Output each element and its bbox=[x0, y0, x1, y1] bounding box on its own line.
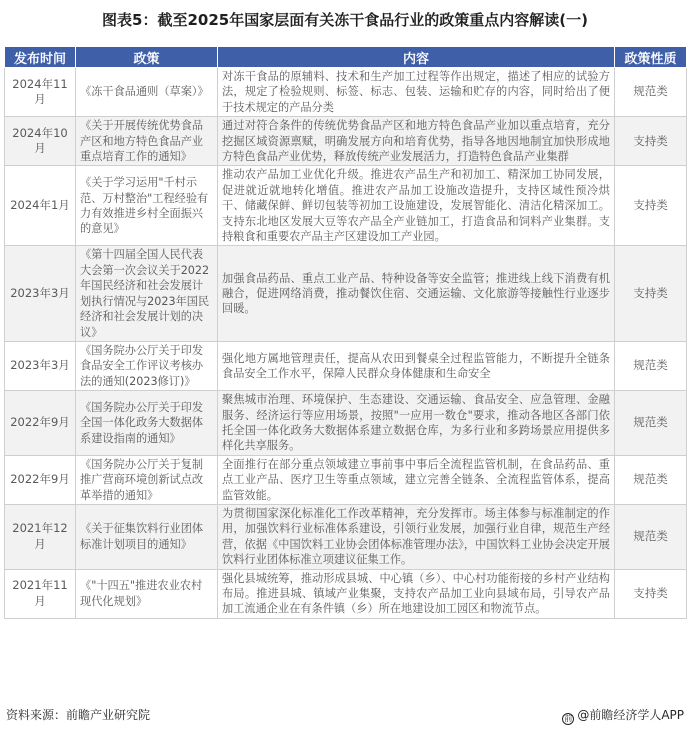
cell-time: 2023年3月 bbox=[5, 246, 76, 341]
table-row bbox=[5, 166, 687, 246]
cell-nature: 支持类 bbox=[615, 569, 687, 618]
cell-content: 推动农产品加工业优化升级。推进农产品生产和初加工、精深加工协同发展，促进就近就地转化增值。推进农产品加工设施改造提升，支持区域性预冷烘干、储藏保鲜、鲜切包装等初加工设施建设，发展智能化、清洁化精深加工。支持东北地区发展大豆等农产品全产业链加工，打造食品和饲料产业集群。支持粮食和重要农产品主产区建设加工产业园。 bbox=[218, 166, 615, 246]
cell-nature: 支持类 bbox=[615, 246, 687, 341]
table-row bbox=[5, 246, 687, 341]
page-title: 图表5：截至2025年国家层面有关冻干食品行业的政策重点内容解读(一) bbox=[102, 11, 588, 29]
cell-time: 2024年1月 bbox=[5, 166, 76, 246]
header-nature: 政策性质 bbox=[615, 47, 687, 68]
cell-time: 2022年9月 bbox=[5, 391, 76, 456]
table-row bbox=[5, 455, 687, 504]
cell-time: 2024年11月 bbox=[5, 68, 76, 117]
cell-time: 2023年3月 bbox=[5, 341, 76, 390]
table-row bbox=[5, 504, 687, 569]
table-header-row bbox=[5, 47, 687, 68]
header-policy: 政策 bbox=[76, 47, 218, 68]
cell-nature: 规范类 bbox=[615, 391, 687, 456]
cell-policy: 《关于学习运用"千村示范、万村整治"工程经验有力有效推进乡村全面振兴的意见》 bbox=[76, 166, 218, 246]
cell-policy: 《"十四五"推进农业农村现代化规划》 bbox=[76, 569, 218, 618]
cell-content: 对冻干食品的原辅料、技术和生产加工过程等作出规定，描述了相应的试验方法，规定了检验规则、标签、标志、包装、运输和贮存的内容，同时给出了便于技术规定的产品分类 bbox=[218, 68, 615, 117]
cell-content: 全面推行在部分重点领域建立事前事中事后全流程监管机制，在食品药品、重点工业产品、医疗卫生等重点领域，建立完善全链条、全流程监管体系，提高监管效能。 bbox=[218, 455, 615, 504]
cell-time: 2022年9月 bbox=[5, 455, 76, 504]
cell-content: 通过对符合条件的传统优势食品产区和地方特色食品产业加以重点培育，充分挖掘区域资源禀赋，明确发展方向和培育优势，指导各地因地制宜加快形成地方特色食品产业优势，释放传统产业发展活力，打造特色食品产业集群 bbox=[218, 117, 615, 166]
cell-nature: 支持类 bbox=[615, 117, 687, 166]
source-note: 资料来源：前瞻产业研究院 bbox=[6, 708, 151, 722]
policy-table bbox=[4, 46, 687, 619]
cell-policy: 《第十四届全国人民代表大会第一次会议关于2022年国民经济和社会发展计划执行情况与2023年国民经济和社会发展计划的决议》 bbox=[76, 246, 218, 341]
cell-content: 聚焦城市治理、环境保护、生态建设、交通运输、食品安全、应急管理、金融服务、经济运行等应用场景，按照"一应用一数仓"要求，推动各地区各部门依托全国一体化政务大数据体系建立数据仓库，为多行业和多跨场景应用提供多样化共享服务。 bbox=[218, 391, 615, 456]
cell-content: 加强食品药品、重点工业产品、特种设备等安全监管；推进线上线下消费有机融合，促进网络消费，推动餐饮住宿、交通运输、文化旅游等接触性行业逐步回暖。 bbox=[218, 246, 615, 341]
cell-policy: 《国务院办公厅关于印发食品安全工作评议考核办法的通知(2023修订)》 bbox=[76, 341, 218, 390]
credit-text: @前瞻经济学人APP bbox=[577, 708, 684, 722]
cell-nature: 规范类 bbox=[615, 455, 687, 504]
table-row bbox=[5, 569, 687, 618]
cell-time: 2021年11月 bbox=[5, 569, 76, 618]
cell-policy: 《关于征集饮料行业团体标准计划项目的通知》 bbox=[76, 504, 218, 569]
cell-nature: 规范类 bbox=[615, 341, 687, 390]
header-content: 内容 bbox=[218, 47, 615, 68]
credit-note bbox=[562, 706, 684, 725]
table-row bbox=[5, 68, 687, 117]
header-time: 发布时间 bbox=[5, 47, 76, 68]
table-row bbox=[5, 391, 687, 456]
cell-policy: 《国务院办公厅关于复制推广营商环境创新试点改革举措的通知》 bbox=[76, 455, 218, 504]
cell-time: 2021年12月 bbox=[5, 504, 76, 569]
cell-time: 2024年10月 bbox=[5, 117, 76, 166]
cell-policy: 《关于开展传统优势食品产区和地方特色食品产业重点培育工作的通知》 bbox=[76, 117, 218, 166]
cell-content: 为贯彻国家深化标准化工作改革精神，充分发挥市。场主体参与标准制定的作用，加强饮料行业标准体系建设，引领行业发展，加强行业自律，规范生产经营，依据《中国饮料工业协会团体标准管理办法》，中国饮料工业协会决定开展饮料行业团体标准立项建议征集工作。 bbox=[218, 504, 615, 569]
cell-nature: 规范类 bbox=[615, 504, 687, 569]
qianzhan-logo-icon: 前 bbox=[564, 714, 573, 723]
cell-policy: 《冻干食品通则（草案）》 bbox=[76, 68, 218, 117]
cell-policy: 《国务院办公厅关于印发全国一体化政务大数据体系建设指南的通知》 bbox=[76, 391, 218, 456]
cell-content: 强化县城统筹，推动形成县城、中心镇（乡）、中心村功能衔接的乡村产业结构布局。推进县城、镇域产业集聚，支持农产品加工业向县域布局，引导农产品加工流通企业在有条件镇（乡）所在地建设加工园区和物流节点。 bbox=[218, 569, 615, 618]
cell-content: 强化地方属地管理责任，提高从农田到餐桌全过程监管能力，不断提升全链条食品安全工作水平，保障人民群众身体健康和生命安全 bbox=[218, 341, 615, 390]
table-row bbox=[5, 117, 687, 166]
cell-nature: 规范类 bbox=[615, 68, 687, 117]
table-row bbox=[5, 341, 687, 390]
cell-nature: 支持类 bbox=[615, 166, 687, 246]
